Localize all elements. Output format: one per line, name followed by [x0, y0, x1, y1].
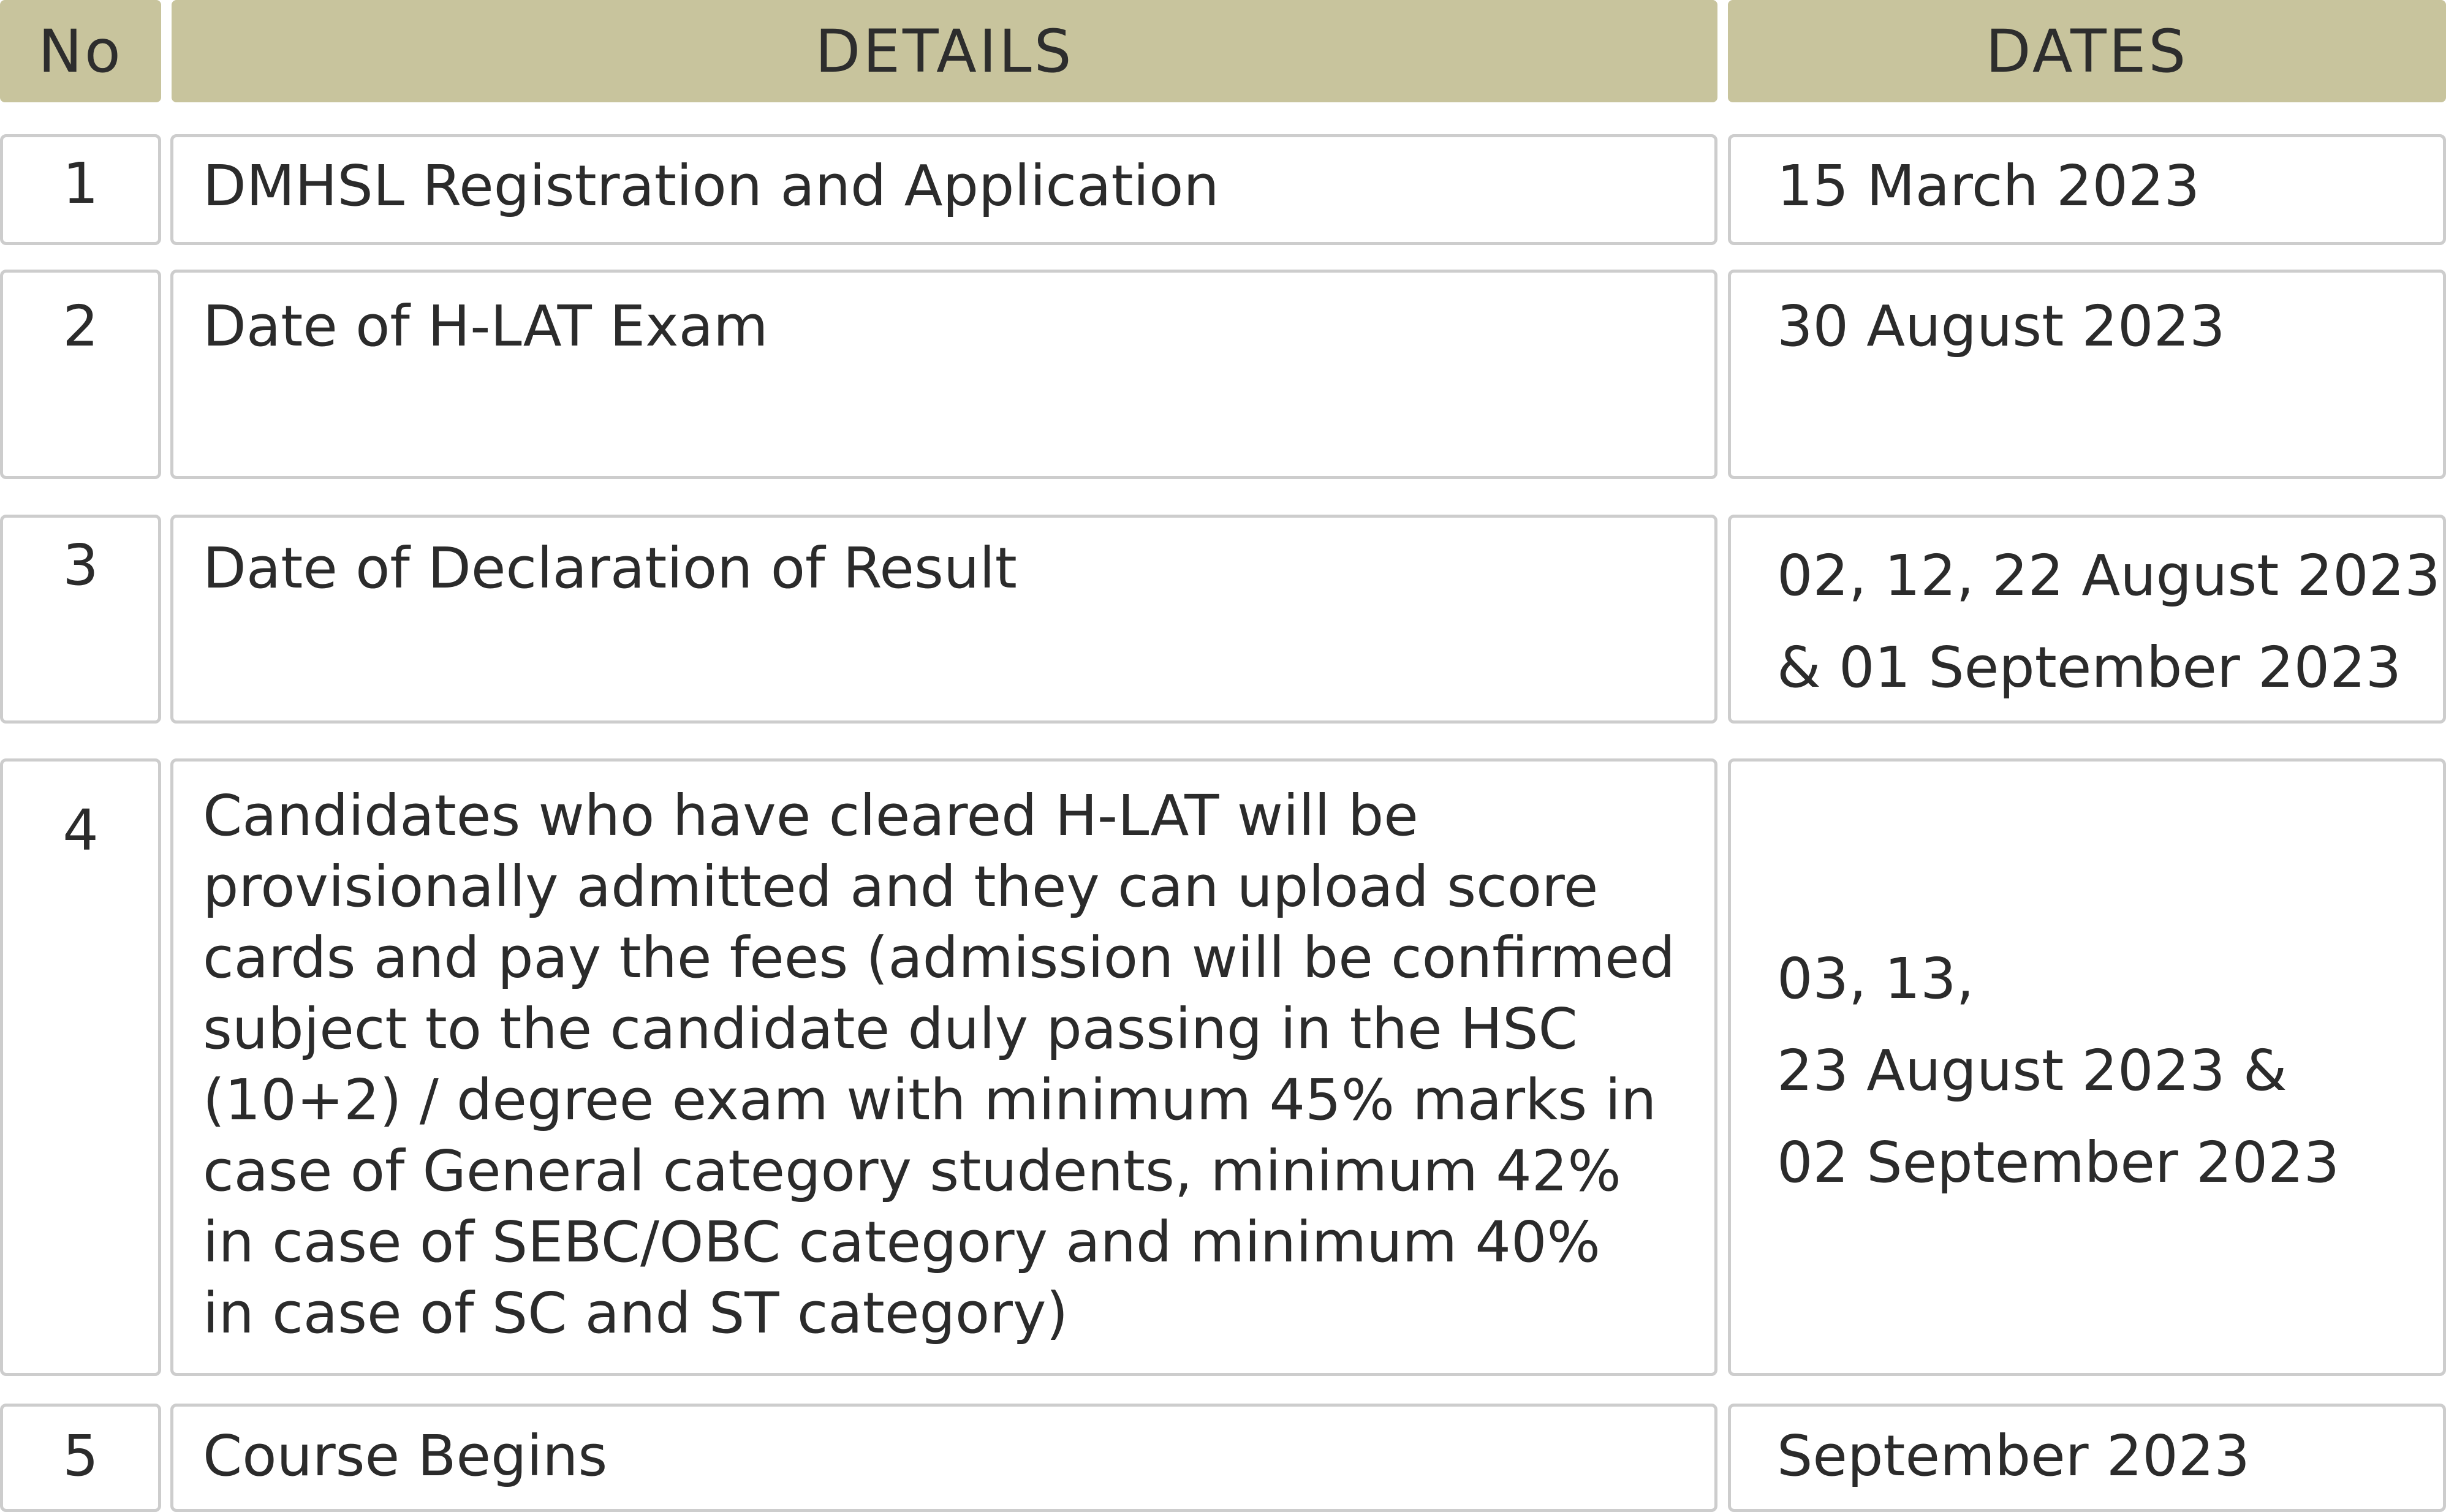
row-details-line: in case of SC and ST category): [203, 1280, 1069, 1346]
header-dates: [1728, 0, 2446, 102]
row-1-dates-cell: [1728, 134, 2446, 245]
row-date-line: 02, 12, 22 August 2023: [1777, 543, 2440, 608]
row-number: 3: [62, 532, 99, 598]
row-4-no-cell: [0, 758, 161, 1376]
row-date-line: 15 March 2023: [1777, 153, 2200, 219]
row-number: 1: [62, 151, 99, 216]
row-2-dates-cell: [1728, 270, 2446, 479]
header-no: [0, 0, 161, 102]
row-3-no-cell: [0, 515, 161, 724]
row-1-no-cell: [0, 134, 161, 245]
row-details-line: cards and pay the fees (admission will be confirmed: [203, 925, 1676, 991]
row-details-line: in case of SEBC/OBC category and minimum 40%: [203, 1209, 1600, 1275]
row-date-line: & 01 September 2023: [1777, 635, 2402, 700]
row-details-line: case of General category students, minimum 42%: [203, 1138, 1621, 1204]
row-details-line: subject to the candidate duly passing in the HSC: [203, 996, 1578, 1062]
row-5-no-cell: [0, 1404, 161, 1512]
row-details-line: Date of H-LAT Exam: [203, 293, 768, 359]
row-date-line: 02 September 2023: [1777, 1130, 2340, 1195]
row-1-details-cell: [170, 134, 1717, 245]
row-details-line: DMHSL Registration and Application: [203, 153, 1219, 219]
row-5-details-cell: [170, 1404, 1717, 1512]
row-date-line: 03, 13,: [1777, 946, 1974, 1011]
row-number: 5: [62, 1423, 99, 1489]
row-details-line: Date of Declaration of Result: [203, 535, 1017, 601]
row-date-line: 23 August 2023 &: [1777, 1038, 2287, 1103]
row-3-dates-cell: [1728, 515, 2446, 724]
row-4-details-cell: [170, 758, 1717, 1376]
row-details-line: Course Begins: [203, 1423, 608, 1489]
row-details-line: provisionally admitted and they can upload score: [203, 854, 1599, 920]
row-number: 4: [62, 798, 99, 863]
row-3-details-cell: [170, 515, 1717, 724]
row-date-line: September 2023: [1777, 1423, 2250, 1489]
header-details: [172, 0, 1717, 102]
row-details-line: Candidates who have cleared H-LAT will be: [203, 783, 1418, 849]
row-number: 2: [62, 293, 99, 359]
row-details-line: (10+2) / degree exam with minimum 45% marks in: [203, 1067, 1657, 1133]
row-date-line: 30 August 2023: [1777, 293, 2225, 359]
header-dates-label: DATES: [1985, 17, 2189, 86]
row-2-no-cell: [0, 270, 161, 479]
row-2-details-cell: [170, 270, 1717, 479]
header-no-label: No: [38, 17, 123, 86]
header-details-label: DETAILS: [815, 17, 1074, 86]
row-5-dates-cell: [1728, 1404, 2446, 1512]
row-4-dates-cell: [1728, 758, 2446, 1376]
